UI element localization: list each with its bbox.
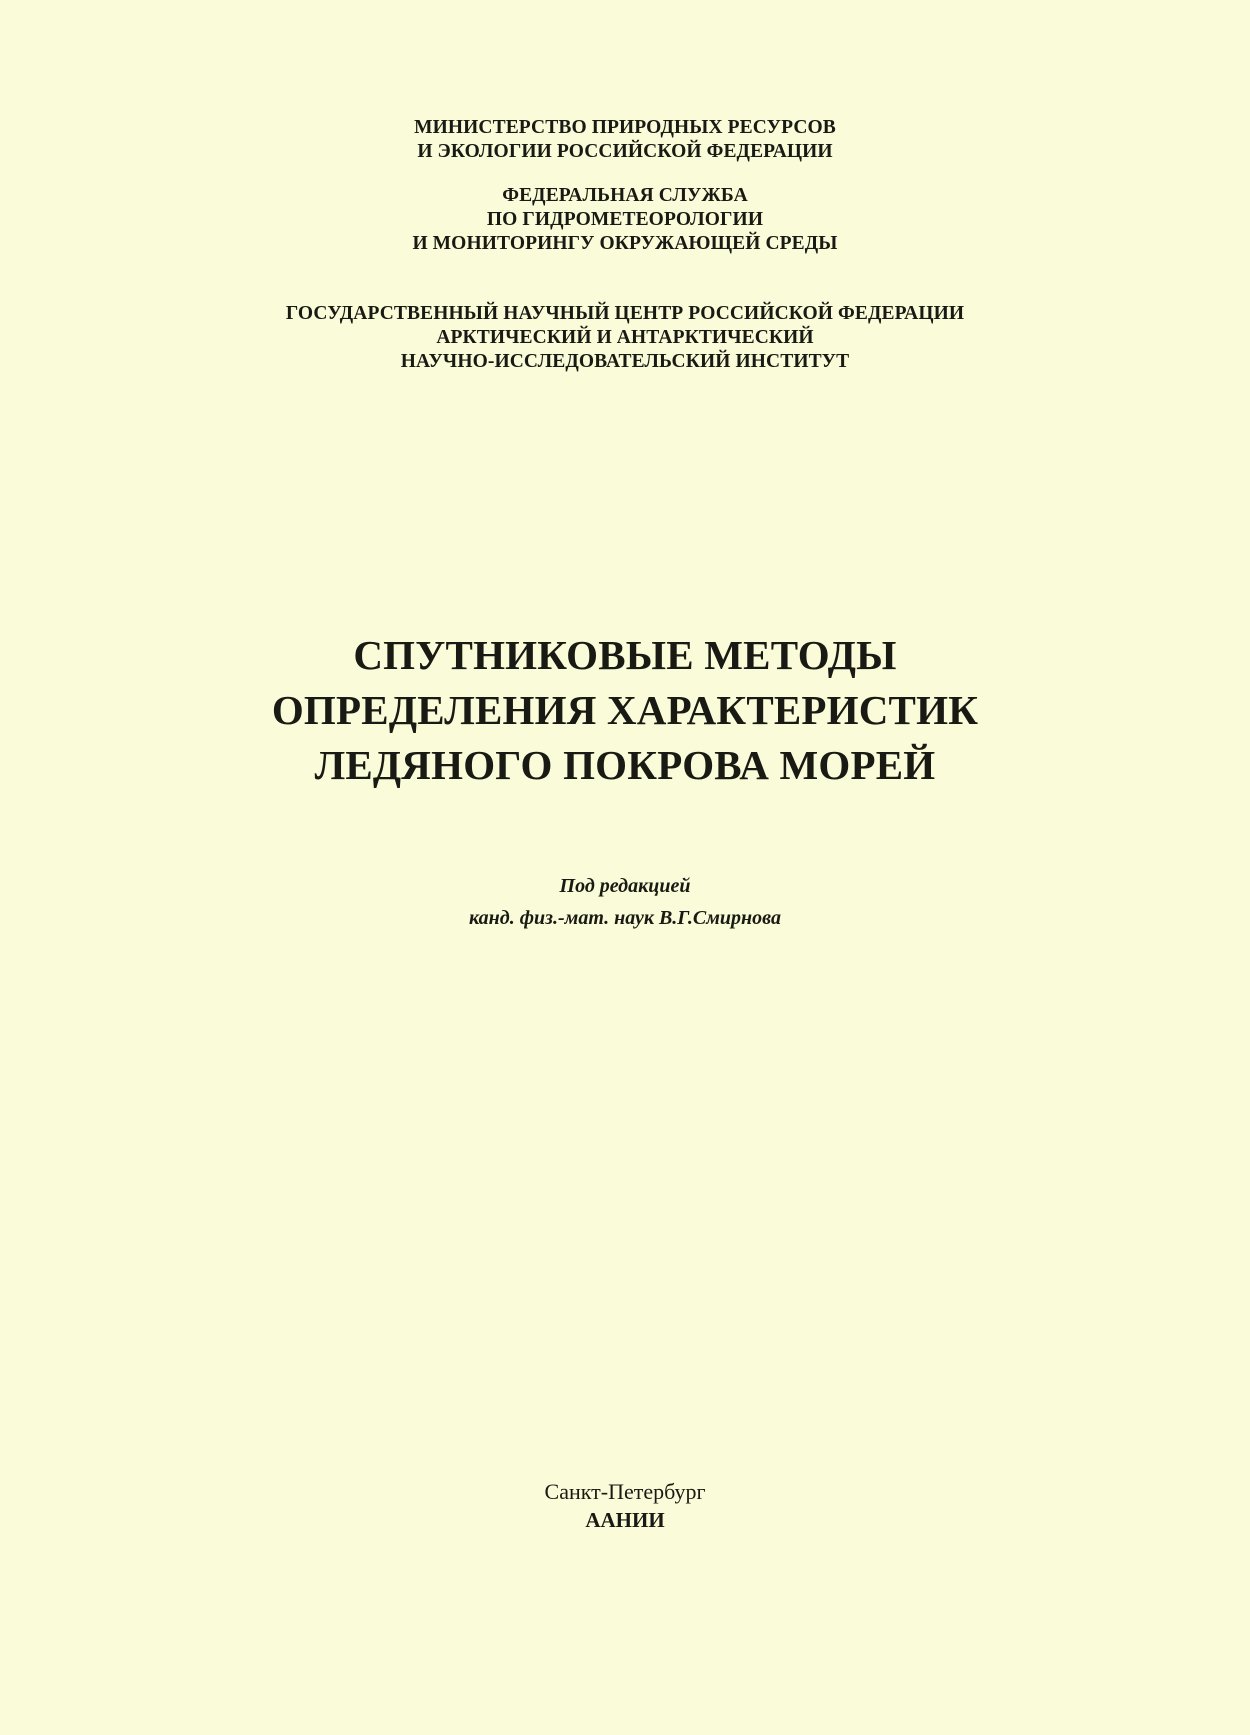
ministry-line: И ЭКОЛОГИИ РОССИЙСКОЙ ФЕДЕРАЦИИ [417, 141, 833, 162]
book-title-line: ОПРЕДЕЛЕНИЯ ХАРАКТЕРИСТИК [271, 687, 979, 733]
editor-line: канд. физ.-мат. наук В.Г.Смирнова [469, 907, 781, 929]
ministry-heading [0, 116, 1250, 164]
institute-line: НАУЧНО-ИССЛЕДОВАТЕЛЬСКИЙ ИНСТИТУТ [400, 351, 850, 372]
editor-line: Под редакцией [559, 875, 691, 897]
imprint-city: Санкт-Петербург [544, 1479, 706, 1504]
editor-credit [0, 870, 1250, 934]
book-title [0, 628, 1250, 793]
service-line: ПО ГИДРОМЕТЕОРОЛОГИИ [486, 209, 764, 230]
service-line: ФЕДЕРАЛЬНАЯ СЛУЖБА [502, 185, 748, 206]
imprint-publisher: ААНИИ [585, 1508, 665, 1532]
book-title-line: СПУТНИКОВЫЕ МЕТОДЫ [353, 632, 897, 678]
service-heading [0, 184, 1250, 256]
imprint [0, 1478, 1250, 1534]
service-line: И МОНИТОРИНГУ ОКРУЖАЮЩЕЙ СРЕДЫ [412, 233, 838, 254]
institute-line: ГОСУДАРСТВЕННЫЙ НАУЧНЫЙ ЦЕНТР РОССИЙСКОЙ ФЕДЕРАЦИИ [285, 303, 965, 324]
institute-line: АРКТИЧЕСКИЙ И АНТАРКТИЧЕСКИЙ [436, 327, 814, 348]
book-title-line: ЛЕДЯНОГО ПОКРОВА МОРЕЙ [314, 742, 936, 788]
ministry-line: МИНИСТЕРСТВО ПРИРОДНЫХ РЕСУРСОВ [414, 117, 836, 138]
institute-heading [0, 302, 1250, 374]
